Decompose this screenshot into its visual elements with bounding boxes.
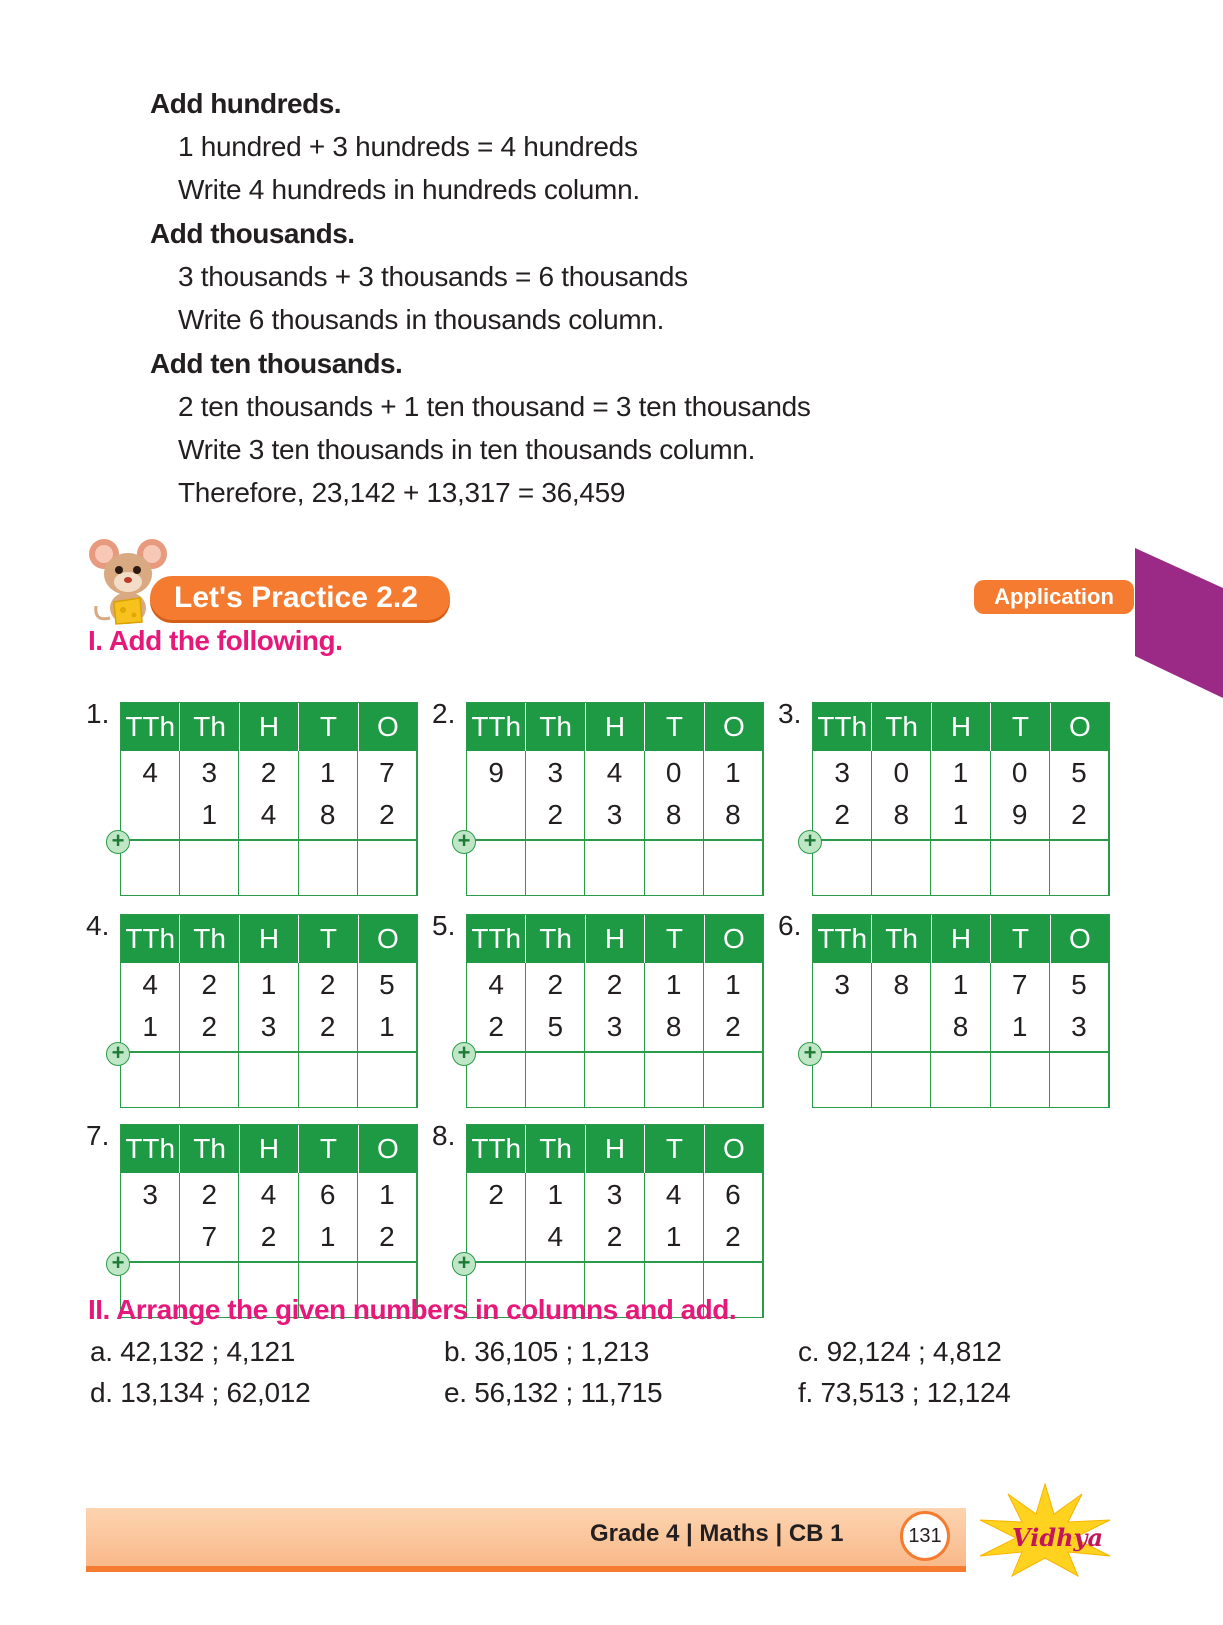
digit-column — [526, 751, 585, 895]
digit-cell: 0 — [893, 757, 910, 788]
column-header: Th — [526, 915, 585, 963]
digit-cell: 2 — [379, 799, 395, 830]
digit-cell: 3 — [547, 757, 564, 788]
table-grid — [466, 914, 764, 1108]
step-line: 3 thousands + 3 thousands = 6 thousands — [178, 261, 688, 292]
step-line: Write 3 ten thousands in ten thousands column. — [178, 434, 756, 465]
digit-column — [526, 963, 585, 1107]
answer-row-divider — [121, 1261, 417, 1263]
digit-column — [872, 751, 931, 895]
digit-column — [645, 751, 704, 895]
plus-icon: + — [106, 1042, 130, 1066]
digit-column — [239, 751, 298, 895]
table-body — [121, 963, 417, 1107]
exercise-d: d. 13,134 ; 62,012 — [90, 1377, 311, 1408]
table-grid — [466, 1124, 764, 1318]
section-heading-arrange: II. Arrange the given numbers in columns and add. — [88, 1294, 737, 1325]
digit-column — [704, 751, 763, 895]
digit-cell: 1 — [379, 1011, 395, 1042]
digit-cell: 1 — [201, 799, 218, 830]
digit-column — [813, 751, 872, 895]
digit-column — [931, 751, 990, 895]
plus-icon: + — [798, 1042, 822, 1066]
digit-column — [121, 751, 180, 895]
plus-icon: + — [106, 1252, 130, 1276]
column-header: O — [722, 711, 745, 742]
digit-column — [299, 751, 358, 895]
exercise-b: b. 36,105 ; 1,213 — [444, 1336, 650, 1367]
column-header: H — [240, 1125, 299, 1173]
answer-row-divider — [467, 1261, 763, 1263]
column-header: TTh — [467, 915, 526, 963]
column-header: T — [645, 703, 704, 751]
digit-cell: 3 — [201, 757, 218, 788]
digit-column — [704, 963, 763, 1107]
digit-cell: 3 — [834, 757, 850, 788]
digit-cell: 4 — [488, 969, 504, 1000]
table-grid — [466, 702, 764, 896]
digit-cell: 1 — [725, 969, 741, 1000]
digit-cell: 1 — [319, 757, 336, 788]
digit-cell: 1 — [952, 757, 969, 788]
table-header — [467, 1125, 763, 1173]
digit-cell: 5 — [1071, 969, 1087, 1000]
digit-cell: 5 — [1071, 757, 1087, 788]
digit-column — [299, 963, 358, 1107]
column-header: T — [299, 703, 358, 751]
digit-cell: 5 — [547, 1011, 564, 1042]
digit-cell: 2 — [725, 1221, 741, 1252]
answer-row-divider — [121, 1051, 417, 1053]
column-header: O — [1068, 923, 1091, 954]
digit-cell: 2 — [834, 799, 850, 830]
digit-column — [121, 963, 180, 1107]
digit-cell: 7 — [201, 1221, 218, 1252]
digit-cell: 2 — [201, 1179, 218, 1210]
digit-cell: 2 — [547, 799, 564, 830]
digit-cell: 3 — [834, 969, 850, 1000]
step-line: 2 ten thousands + 1 ten thousand = 3 ten thousands — [178, 391, 811, 422]
section-heading-add: I. Add the following. — [88, 625, 343, 656]
table-grid — [120, 1124, 418, 1318]
digit-column — [180, 963, 239, 1107]
plus-icon: + — [452, 1252, 476, 1276]
digit-column — [991, 751, 1050, 895]
plus-icon: + — [798, 830, 822, 854]
digit-cell: 3 — [606, 799, 623, 830]
table-header — [467, 703, 763, 751]
digit-cell: 9 — [1011, 799, 1028, 830]
digit-cell: 0 — [665, 757, 682, 788]
digit-cell: 8 — [893, 969, 910, 1000]
digit-cell: 2 — [201, 969, 218, 1000]
column-header: Th — [180, 915, 239, 963]
table-header — [467, 915, 763, 963]
digit-cell: 8 — [725, 799, 741, 830]
step-conclusion: Therefore, 23,142 + 13,317 = 36,459 — [178, 477, 626, 508]
digit-cell: 1 — [952, 799, 969, 830]
column-header: O — [1068, 711, 1091, 742]
digit-column — [931, 963, 990, 1107]
practice-banner: Let's Practice 2.2 — [150, 576, 450, 620]
place-value-table — [86, 910, 420, 1110]
table-header — [813, 915, 1109, 963]
problem-number: 2. — [432, 698, 456, 729]
footer-text: Grade 4 | Maths | CB 1 — [590, 1520, 844, 1547]
digit-cell: 2 — [379, 1221, 395, 1252]
column-header: H — [240, 703, 299, 751]
column-header: T — [645, 915, 704, 963]
column-header: TTh — [813, 915, 872, 963]
digit-cell: 8 — [952, 1011, 969, 1042]
problem-number: 4. — [86, 910, 110, 941]
table-header — [813, 703, 1109, 751]
digit-cell: 8 — [319, 799, 336, 830]
digit-cell: 7 — [1011, 969, 1028, 1000]
column-header: T — [299, 915, 358, 963]
place-value-table — [86, 1120, 420, 1320]
digit-cell: 8 — [665, 1011, 682, 1042]
digit-column — [358, 963, 417, 1107]
digit-cell: 4 — [665, 1179, 682, 1210]
digit-cell: 1 — [142, 1011, 158, 1042]
column-header: Th — [180, 1125, 239, 1173]
step-line: 1 hundred + 3 hundreds = 4 hundreds — [178, 131, 638, 162]
digit-cell: 4 — [547, 1221, 564, 1252]
digit-cell: 1 — [665, 969, 682, 1000]
digit-cell: 2 — [547, 969, 564, 1000]
digit-column — [991, 963, 1050, 1107]
problem-number: 7. — [86, 1120, 110, 1151]
column-header: O — [722, 923, 745, 954]
problem-number: 6. — [778, 910, 802, 941]
column-header: T — [991, 703, 1050, 751]
plus-icon: + — [452, 1042, 476, 1066]
table-header — [121, 1125, 417, 1173]
table-header — [121, 915, 417, 963]
answer-row-divider — [467, 1051, 763, 1053]
column-header: H — [932, 915, 991, 963]
digit-column — [467, 751, 526, 895]
digit-cell: 2 — [725, 1011, 741, 1042]
answer-row-divider — [467, 839, 763, 841]
place-value-table — [778, 698, 1112, 898]
problem-number: 3. — [778, 698, 802, 729]
answer-row-divider — [121, 839, 417, 841]
column-header: TTh — [121, 1125, 180, 1173]
column-header: Th — [526, 1125, 585, 1173]
column-header: O — [376, 1133, 399, 1164]
column-header: H — [586, 1125, 645, 1173]
digit-cell: 2 — [201, 1011, 218, 1042]
column-header: H — [586, 703, 645, 751]
column-header: Th — [872, 915, 931, 963]
page-number: 131 — [900, 1511, 950, 1561]
application-badge: Application — [974, 580, 1134, 614]
digit-column — [180, 751, 239, 895]
table-grid — [120, 702, 418, 896]
vidhya-logo-icon — [960, 1480, 1130, 1580]
exercise-a: a. 42,132 ; 4,121 — [90, 1336, 296, 1367]
table-header — [121, 703, 417, 751]
digit-cell: 1 — [952, 969, 969, 1000]
plus-icon: + — [106, 830, 130, 854]
digit-column — [1050, 963, 1109, 1107]
table-body — [813, 963, 1109, 1107]
column-header: H — [586, 915, 645, 963]
svg-text:Vidhya: Vidhya — [1012, 1523, 1104, 1552]
digit-cell: 1 — [725, 757, 741, 788]
digit-cell: 4 — [142, 757, 158, 788]
digit-cell: 1 — [547, 1179, 564, 1210]
digit-column — [585, 963, 644, 1107]
table-body — [813, 751, 1109, 895]
digit-cell: 2 — [488, 1011, 504, 1042]
digit-column — [872, 963, 931, 1107]
digit-cell: 3 — [142, 1179, 158, 1210]
column-header: Th — [180, 703, 239, 751]
column-header: TTh — [813, 703, 872, 751]
step-line: Write 4 hundreds in hundreds column. — [178, 174, 640, 205]
column-header: O — [722, 1133, 745, 1164]
digit-cell: 3 — [260, 1011, 277, 1042]
column-header: H — [932, 703, 991, 751]
digit-cell: 3 — [606, 1179, 623, 1210]
table-body — [121, 751, 417, 895]
digit-cell: 2 — [1071, 799, 1087, 830]
place-value-table — [432, 910, 766, 1110]
step-title-ten-thousands: Add ten thousands. — [150, 348, 403, 379]
column-header: T — [991, 915, 1050, 963]
place-value-table — [86, 698, 420, 898]
digit-cell: 1 — [319, 1221, 336, 1252]
table-grid — [120, 914, 418, 1108]
column-header: O — [376, 711, 399, 742]
digit-cell: 0 — [1011, 757, 1028, 788]
table-body — [467, 963, 763, 1107]
place-value-table — [432, 698, 766, 898]
digit-cell: 6 — [725, 1179, 741, 1210]
digit-cell: 4 — [260, 799, 277, 830]
digit-cell: 2 — [319, 1011, 336, 1042]
column-header: H — [240, 915, 299, 963]
digit-cell: 2 — [606, 1221, 623, 1252]
purple-edge-tab — [1135, 548, 1223, 698]
problem-number: 5. — [432, 910, 456, 941]
digit-cell: 2 — [260, 757, 277, 788]
table-grid — [812, 702, 1110, 896]
column-header: O — [376, 923, 399, 954]
digit-cell: 2 — [260, 1221, 277, 1252]
digit-cell: 1 — [1011, 1011, 1028, 1042]
digit-cell: 8 — [665, 799, 682, 830]
digit-cell: 2 — [319, 969, 336, 1000]
column-header: Th — [526, 703, 585, 751]
digit-cell: 4 — [606, 757, 623, 788]
problem-number: 8. — [432, 1120, 456, 1151]
digit-cell: 9 — [488, 757, 504, 788]
digit-cell: 7 — [379, 757, 395, 788]
column-header: T — [299, 1125, 358, 1173]
digit-cell: 4 — [260, 1179, 277, 1210]
step-line: Write 6 thousands in thousands column. — [178, 304, 665, 335]
column-header: TTh — [121, 915, 180, 963]
digit-column — [1050, 751, 1109, 895]
column-header: Th — [872, 703, 931, 751]
column-header: TTh — [467, 1125, 526, 1173]
digit-cell: 8 — [893, 799, 910, 830]
step-title-thousands: Add thousands. — [150, 218, 355, 249]
problem-number: 1. — [86, 698, 110, 729]
digit-cell: 1 — [665, 1221, 682, 1252]
table-grid — [812, 914, 1110, 1108]
digit-cell: 1 — [379, 1179, 395, 1210]
exercise-c: c. 92,124 ; 4,812 — [798, 1336, 1002, 1367]
digit-cell: 2 — [488, 1179, 504, 1210]
plus-icon: + — [452, 830, 476, 854]
digit-cell: 1 — [260, 969, 277, 1000]
column-header: TTh — [121, 703, 180, 751]
digit-cell: 4 — [142, 969, 158, 1000]
step-title-hundreds: Add hundreds. — [150, 88, 342, 119]
exercise-e: e. 56,132 ; 11,715 — [444, 1377, 663, 1408]
digit-column — [467, 963, 526, 1107]
digit-cell: 5 — [379, 969, 395, 1000]
digit-cell: 3 — [1071, 1011, 1087, 1042]
digit-cell: 3 — [606, 1011, 623, 1042]
place-value-table — [432, 1120, 766, 1320]
place-value-table — [778, 910, 1112, 1110]
column-header: T — [645, 1125, 704, 1173]
answer-row-divider — [813, 1051, 1109, 1053]
digit-column — [813, 963, 872, 1107]
digit-column — [239, 963, 298, 1107]
answer-row-divider — [813, 839, 1109, 841]
column-header: TTh — [467, 703, 526, 751]
digit-column — [645, 963, 704, 1107]
digit-cell: 2 — [606, 969, 623, 1000]
digit-column — [358, 751, 417, 895]
table-body — [467, 751, 763, 895]
digit-cell: 6 — [319, 1179, 336, 1210]
digit-column — [585, 751, 644, 895]
exercise-f: f. 73,513 ; 12,124 — [798, 1377, 1011, 1408]
